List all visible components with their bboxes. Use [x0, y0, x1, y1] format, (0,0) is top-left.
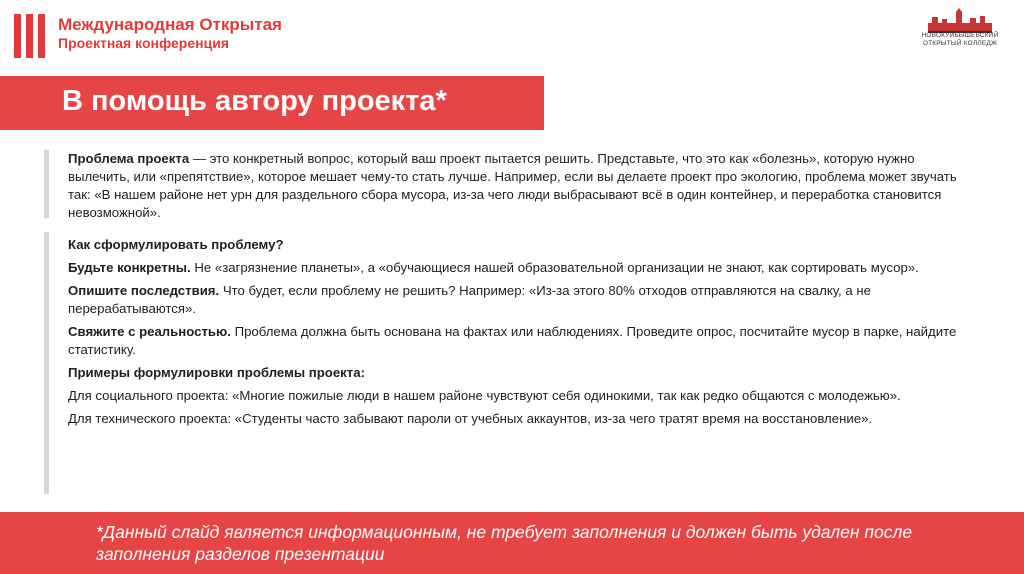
- college-logo: [918, 8, 1002, 58]
- footer-banner: [0, 512, 1024, 574]
- conference-title-line1: Международная Открытая: [58, 15, 282, 34]
- conference-title-line2: Проектная конференция: [58, 35, 229, 51]
- section-divider-bar: [44, 232, 49, 494]
- conference-title: [58, 16, 282, 52]
- tip-item: Свяжите с реальностью. Проблема должна быть основана на фактах или наблюдениях. Проведите опрос, посчитайте мусор в парке, найдите статистику.: [68, 324, 957, 357]
- howto-section: [68, 236, 968, 433]
- college-name: НОВОКУЙБЫШЕВСКИЙ ОТКРЫТЫЙ КОЛЛЕДЖ: [921, 32, 999, 47]
- tip-item: Будьте конкретны. Не «загрязнение планеты», а «обучающиеся нашей образовательной организации не знают, как сортировать мусор».: [68, 260, 919, 275]
- page-title: В помощь автору проекта*: [62, 85, 447, 117]
- problem-term: Проблема проекта: [68, 151, 190, 166]
- example-item: Для социального проекта: «Многие пожилые люди в нашем районе чувствуют себя одинокими, так как редко общаются с молодежью».: [68, 388, 901, 403]
- college-skyline-icon: [918, 8, 1002, 34]
- examples-title: Примеры формулировки проблемы проекта:: [68, 365, 365, 380]
- howto-question: Как сформулировать проблему?: [68, 237, 284, 252]
- tip-item: Опишите последствия. Что будет, если проблему не решить? Например: «Из-за этого 80% отходов отправляются на свалку, а не перерабатываются».: [68, 283, 871, 316]
- example-item: Для технического проекта: «Студенты часто забывают пароли от учебных аккаунтов, из-за чего тратят время на восстановление».: [68, 411, 873, 426]
- title-banner: [0, 76, 544, 130]
- footer-note: *Данный слайд является информационным, не требует заполнения и должен быть удален после заполнения разделов презентации: [96, 522, 913, 564]
- conference-logo-icon: [14, 14, 50, 58]
- problem-definition: [68, 150, 968, 222]
- section-divider-bar: [44, 150, 49, 218]
- problem-text: — это конкретный вопрос, который ваш проект пытается решить. Представьте, что это как «болезнь», которую нужно вылечить, или «препятствие», которое мешает чему-то стать лучше. Например, если вы делаете проект про экологию, проблема может звучать так: «В нашем районе нет урн для раздельного сбора мусора, из-за чего люди выбрасывают всё в один контейнер, и переработка становится невозможной».: [68, 151, 957, 220]
